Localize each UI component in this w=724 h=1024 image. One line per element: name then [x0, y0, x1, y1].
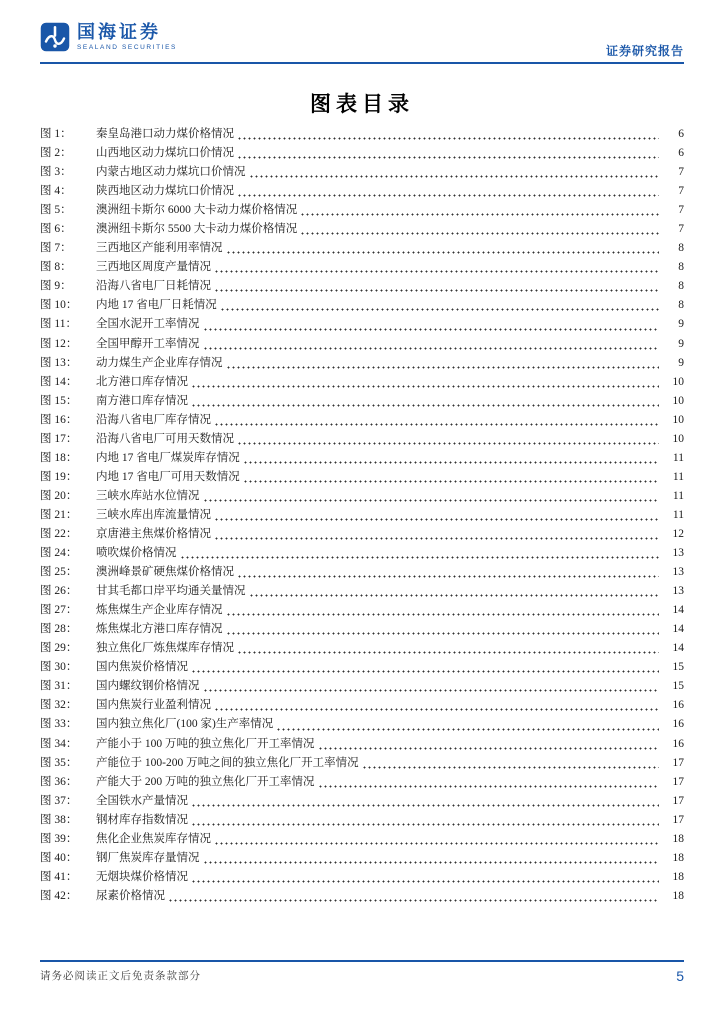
- figure-page-number: 11: [672, 470, 684, 483]
- toc-entry[interactable]: [40, 639, 684, 658]
- figure-page-number: 18: [672, 870, 684, 883]
- toc-entry[interactable]: [40, 620, 684, 639]
- figure-title: 产能位于 100-200 万吨之间的独立焦化厂开工率情况: [96, 756, 359, 769]
- figure-page-number: 16: [672, 718, 684, 731]
- figure-page-number: 6: [678, 128, 684, 140]
- toc-entry[interactable]: [40, 392, 684, 411]
- dot-leader: [243, 479, 659, 484]
- figure-title: 沿海八省电厂日耗情况: [96, 280, 211, 293]
- toc-entry[interactable]: [40, 773, 684, 792]
- figure-page-number: 9: [678, 337, 684, 350]
- dot-leader: [191, 803, 659, 808]
- brand-text: [77, 23, 177, 51]
- dot-leader: [220, 307, 659, 312]
- figure-label: 图 15：: [40, 394, 78, 407]
- figure-title: 陕西地区动力煤坑口价情况: [96, 185, 234, 198]
- figure-page-number: 14: [672, 623, 684, 636]
- figure-page-number: 8: [678, 280, 684, 293]
- figure-page-number: 18: [672, 832, 684, 845]
- dot-leader: [203, 327, 660, 332]
- dot-leader: [191, 822, 659, 827]
- figure-label: 图 36：: [40, 775, 78, 788]
- dot-leader: [237, 193, 659, 198]
- toc-entry[interactable]: [40, 296, 684, 315]
- figure-label: 图 6：: [40, 223, 72, 236]
- toc-entry[interactable]: [40, 506, 684, 525]
- dot-leader: [214, 517, 659, 522]
- dot-leader: [214, 536, 659, 541]
- dot-leader: [203, 346, 660, 351]
- figure-page-number: 10: [672, 394, 684, 407]
- figure-title: 动力煤生产企业库存情况: [96, 356, 223, 369]
- figure-page-number: 11: [672, 451, 684, 464]
- figure-page-number: 13: [672, 547, 684, 560]
- figure-label: 图 19：: [40, 470, 78, 483]
- figure-label: 图 11：: [40, 318, 77, 331]
- toc-entry[interactable]: [40, 544, 684, 563]
- figure-page-number: 8: [678, 242, 684, 255]
- toc-entry[interactable]: [40, 754, 684, 773]
- figure-title: 全国铁水产量情况: [96, 794, 188, 807]
- figure-label: 图 35：: [40, 756, 78, 769]
- figure-title: 产能小于 100 万吨的独立焦化厂开工率情况: [96, 737, 315, 750]
- toc-entry[interactable]: [40, 563, 684, 582]
- toc-entry[interactable]: [40, 277, 684, 296]
- figure-title: 产能大于 200 万吨的独立焦化厂开工率情况: [96, 775, 315, 788]
- figure-page-number: 9: [678, 356, 684, 369]
- figure-page-number: 18: [672, 889, 684, 902]
- figure-label: 图 18：: [40, 451, 78, 464]
- dot-leader: [191, 403, 659, 408]
- toc-entry[interactable]: [40, 411, 684, 430]
- figure-title: 北方港口库存情况: [96, 375, 188, 388]
- figure-page-number: 11: [672, 508, 684, 521]
- figure-label: 图 4：: [40, 185, 72, 198]
- figure-title: 独立焦化厂炼焦煤库存情况: [96, 642, 234, 655]
- toc-entry[interactable]: [40, 468, 684, 487]
- figure-title: 三峡水库出库流量情况: [96, 508, 211, 521]
- toc-entry[interactable]: [40, 354, 684, 373]
- figure-page-number: 14: [672, 604, 684, 617]
- figure-label: 图 16：: [40, 413, 78, 426]
- figure-page-number: 17: [672, 813, 684, 826]
- dot-leader: [249, 174, 660, 179]
- figure-label: 图 12：: [40, 337, 78, 350]
- figure-label: 图 7：: [40, 242, 72, 255]
- figure-page-number: 13: [672, 566, 684, 579]
- dot-leader: [237, 155, 659, 160]
- figure-label: 图 8：: [40, 261, 72, 274]
- dot-leader: [318, 746, 660, 751]
- figure-page-number: 10: [672, 413, 684, 426]
- figure-page-number: 16: [672, 737, 684, 750]
- dot-leader: [203, 688, 660, 693]
- figure-label: 图 25：: [40, 566, 78, 579]
- dot-leader: [243, 460, 659, 465]
- figure-title: 三峡水库站水位情况: [96, 489, 200, 502]
- figure-label: 图 28：: [40, 623, 78, 636]
- figure-page-number: 10: [672, 375, 684, 388]
- figure-label: 图 22：: [40, 527, 78, 540]
- dot-leader: [214, 422, 659, 427]
- toc-entry[interactable]: [40, 239, 684, 258]
- toc-entry[interactable]: [40, 449, 684, 468]
- toc-entry[interactable]: [40, 658, 684, 677]
- toc-entry[interactable]: [40, 677, 684, 696]
- dot-leader: [214, 269, 659, 274]
- toc-entry[interactable]: [40, 258, 684, 277]
- figure-title: 焦化企业焦炭库存情况: [96, 832, 211, 845]
- figure-label: 图 32：: [40, 699, 78, 712]
- figure-page-number: 6: [678, 147, 684, 160]
- figure-page-number: 10: [672, 432, 684, 445]
- toc-entry[interactable]: [40, 163, 684, 182]
- figure-title: 澳洲峰景矿硬焦煤价格情况: [96, 566, 234, 579]
- figure-title: 内地 17 省电厂煤炭库存情况: [96, 451, 240, 464]
- dot-leader: [237, 574, 659, 579]
- figure-title: 全国水泥开工率情况: [96, 318, 200, 331]
- dot-leader: [214, 707, 659, 712]
- dot-leader: [362, 765, 659, 770]
- figure-label: 图 41：: [40, 870, 78, 883]
- figure-title: 内蒙古地区动力煤坑口价情况: [96, 166, 246, 179]
- figure-page-number: 11: [672, 489, 684, 502]
- toc-entry[interactable]: [40, 525, 684, 544]
- dot-leader: [237, 441, 659, 446]
- figure-label: 图 40：: [40, 851, 78, 864]
- figure-page-number: 8: [678, 299, 684, 312]
- toc-entry[interactable]: [40, 430, 684, 449]
- figure-title: 国内焦炭价格情况: [96, 661, 188, 674]
- figure-label: 图 24：: [40, 547, 78, 560]
- report-type-label: 证券研究报告: [605, 44, 684, 58]
- figure-page-number: 15: [672, 661, 684, 674]
- toc-entry[interactable]: [40, 335, 684, 354]
- page-number: 5: [676, 968, 684, 984]
- figure-title: 秦皇岛港口动力煤价格情况: [96, 128, 234, 140]
- footer-divider: [40, 960, 684, 962]
- dot-leader: [237, 650, 659, 655]
- figure-page-number: 7: [678, 223, 684, 236]
- figure-label: 图 30：: [40, 661, 78, 674]
- footer: [40, 968, 684, 984]
- toc-entry[interactable]: [40, 182, 684, 201]
- dot-leader: [226, 250, 660, 255]
- figure-page-number: 8: [678, 261, 684, 274]
- figure-page-number: 7: [678, 185, 684, 198]
- toc-entry[interactable]: [40, 582, 684, 601]
- figure-page-number: 15: [672, 680, 684, 693]
- toc-entry[interactable]: [40, 887, 684, 906]
- figure-label: 图 20：: [40, 489, 78, 502]
- page-title: 图表目录: [310, 93, 414, 116]
- figure-title: 无烟块煤价格情况: [96, 870, 188, 883]
- dot-leader: [214, 288, 659, 293]
- figure-title: 炼焦煤生产企业库存情况: [96, 604, 223, 617]
- figure-label: 图 37：: [40, 794, 78, 807]
- figure-label: 图 29：: [40, 642, 78, 655]
- dot-leader: [203, 860, 660, 865]
- toc-entry[interactable]: [40, 144, 684, 163]
- footer-disclaimer: 请务必阅读正文后免责条款部分: [40, 971, 201, 982]
- figure-label: 图 1：: [40, 128, 72, 140]
- dot-leader: [249, 593, 660, 598]
- figure-label: 图 42：: [40, 889, 78, 902]
- dot-leader: [191, 384, 659, 389]
- figure-title: 全国甲醇开工率情况: [96, 337, 200, 350]
- figure-label: 图 2：: [40, 147, 72, 160]
- figure-page-number: 17: [672, 756, 684, 769]
- dot-leader: [226, 612, 660, 617]
- figure-page-number: 16: [672, 699, 684, 712]
- figure-label: 图 38：: [40, 813, 78, 826]
- figure-page-number: 12: [672, 527, 684, 540]
- figure-title: 三西地区周度产量情况: [96, 261, 211, 274]
- dot-leader: [300, 212, 659, 217]
- figure-page-number: 18: [672, 851, 684, 864]
- toc-entry[interactable]: [40, 735, 684, 754]
- toc-entry[interactable]: [40, 601, 684, 620]
- dot-leader: [203, 498, 660, 503]
- figure-title: 喷吹煤价格情况: [96, 547, 177, 560]
- figure-page-number: 13: [672, 585, 684, 598]
- dot-leader: [214, 841, 659, 846]
- figure-title: 沿海八省电厂可用天数情况: [96, 432, 234, 445]
- figure-label: 图 39：: [40, 832, 78, 845]
- figure-title: 钢厂焦炭库存量情况: [96, 851, 200, 864]
- figure-title: 南方港口库存情况: [96, 394, 188, 407]
- toc-entry[interactable]: [40, 487, 684, 506]
- figure-label: 图 9：: [40, 280, 72, 293]
- figure-label: 图 34：: [40, 737, 78, 750]
- dot-leader: [226, 365, 660, 370]
- figure-title: 国内螺纹钢价格情况: [96, 680, 200, 693]
- toc-entry[interactable]: [40, 811, 684, 830]
- figure-title: 钢材库存指数情况: [96, 813, 188, 826]
- figure-title: 沿海八省电厂库存情况: [96, 413, 211, 426]
- dot-leader: [168, 898, 659, 903]
- figure-title: 炼焦煤北方港口库存情况: [96, 623, 223, 636]
- figure-title: 山西地区动力煤坑口价情况: [96, 147, 234, 160]
- dot-leader: [191, 669, 659, 674]
- figure-label: 图 21：: [40, 508, 78, 521]
- dot-leader: [276, 727, 659, 732]
- toc-entry[interactable]: [40, 315, 684, 334]
- figure-title: 三西地区产能利用率情况: [96, 242, 223, 255]
- brand: [40, 22, 177, 52]
- figure-page-number: 17: [672, 775, 684, 788]
- toc-entry[interactable]: [40, 868, 684, 887]
- figure-title: 澳洲纽卡斯尔 6000 大卡动力煤价格情况: [96, 204, 298, 217]
- figure-label: 图 31：: [40, 680, 78, 693]
- figure-title: 京唐港主焦煤价格情况: [96, 527, 211, 540]
- header: [40, 22, 684, 62]
- dot-leader: [300, 231, 659, 236]
- figure-label: 图 26：: [40, 585, 78, 598]
- sealand-logo-icon: [40, 22, 70, 52]
- figure-title: 澳洲纽卡斯尔 5500 大卡动力煤价格情况: [96, 223, 298, 236]
- toc-entry[interactable]: [40, 373, 684, 392]
- header-divider: [40, 62, 684, 64]
- figure-title: 国内焦炭行业盈利情况: [96, 699, 211, 712]
- toc-entry[interactable]: [40, 830, 684, 849]
- figure-title: 尿素价格情况: [96, 889, 165, 902]
- toc-entry[interactable]: [40, 201, 684, 220]
- dot-leader: [237, 136, 659, 141]
- figure-label: 图 14：: [40, 375, 78, 388]
- figure-label: 图 13：: [40, 356, 78, 369]
- figure-page-number: 7: [678, 166, 684, 179]
- figure-title: 国内独立焦化厂(100 家)生产率情况: [96, 718, 274, 731]
- figure-page-number: 14: [672, 642, 684, 655]
- toc-entry[interactable]: [40, 849, 684, 868]
- toc-entry[interactable]: [40, 792, 684, 811]
- toc-entry[interactable]: [40, 715, 684, 734]
- toc-entry[interactable]: [40, 125, 684, 144]
- dot-leader: [191, 879, 659, 884]
- figure-title: 内地 17 省电厂可用天数情况: [96, 470, 240, 483]
- figure-label: 图 3：: [40, 166, 72, 179]
- dot-leader: [180, 555, 660, 560]
- figure-title: 甘其毛都口岸平均通关量情况: [96, 585, 246, 598]
- figure-label: 图 33：: [40, 718, 78, 731]
- figure-label: 图 17：: [40, 432, 78, 445]
- figure-label: 图 27：: [40, 604, 78, 617]
- brand-name-en: SEALAND SECURITIES: [77, 43, 177, 51]
- brand-name-cn: 国海证券: [77, 22, 161, 43]
- figure-title: 内地 17 省电厂日耗情况: [96, 299, 217, 312]
- toc-entry[interactable]: [40, 696, 684, 715]
- figure-page-number: 9: [678, 318, 684, 331]
- figure-page-number: 17: [672, 794, 684, 807]
- toc-entry[interactable]: [40, 220, 684, 239]
- figure-page-number: 7: [678, 204, 684, 217]
- figure-label: 图 5：: [40, 204, 72, 217]
- figure-toc: [40, 125, 684, 906]
- dot-leader: [318, 784, 660, 789]
- dot-leader: [226, 631, 660, 636]
- figure-label: 图 10：: [40, 299, 78, 312]
